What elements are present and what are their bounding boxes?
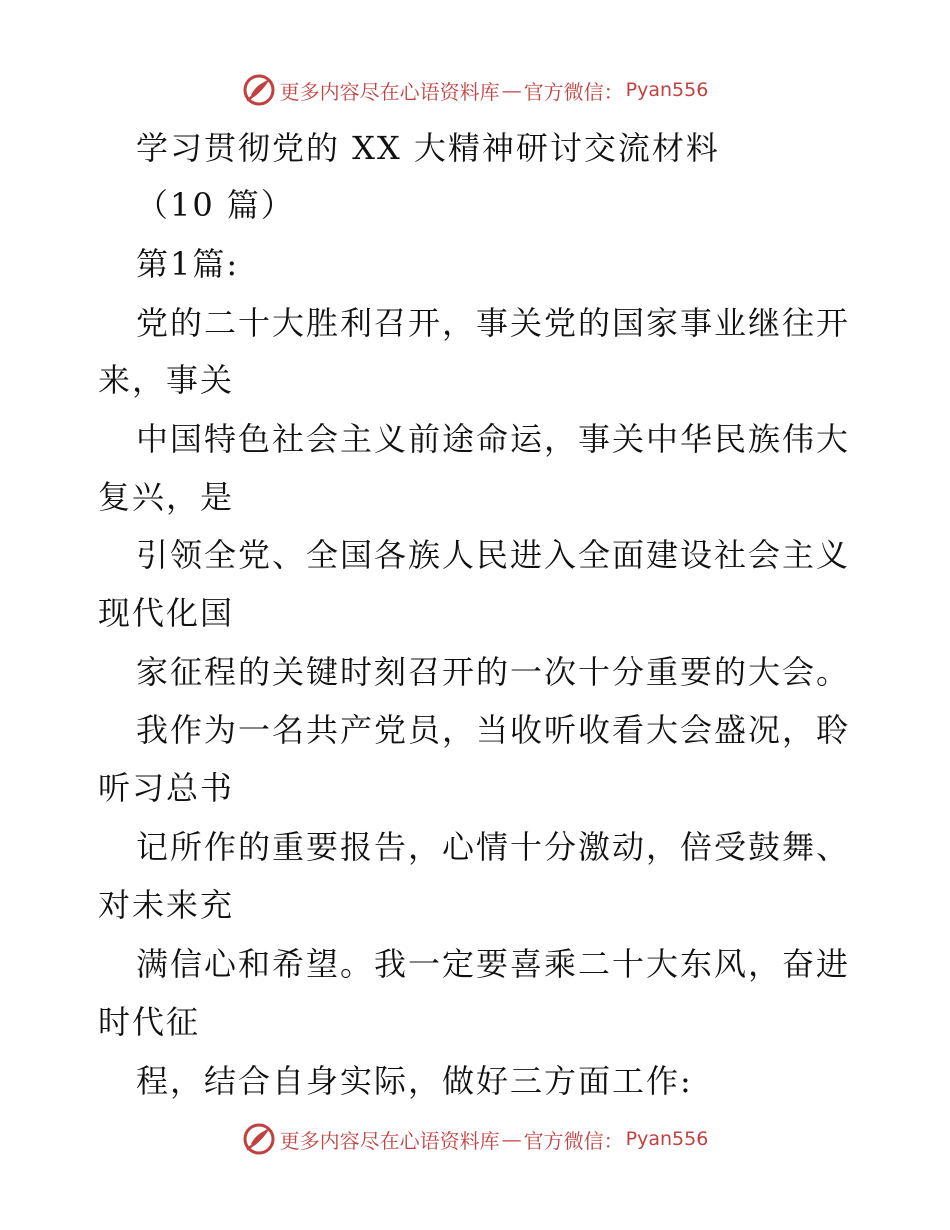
- paragraph-line: 我作为一名共产党员，当收听收看大会盛况，聆: [136, 711, 851, 749]
- paragraph-line: 满信心和希望。我一定要喜乘二十大东风，奋进: [136, 945, 851, 983]
- paragraph-line: 家征程的关键时刻召开的一次十分重要的大会。: [136, 653, 851, 691]
- paragraph-line: 中国特色社会主义前途命运，事关中华民族伟大: [136, 420, 851, 458]
- document-title-line-1: 学习贯彻党的 XX 大精神研讨交流材料: [136, 129, 720, 167]
- watermark-account: Pyan556: [625, 1128, 709, 1150]
- quill-logo-icon: [242, 73, 276, 107]
- watermark-dash: —: [501, 1127, 522, 1151]
- paragraph-line: 党的二十大胜利召开，事关党的国家事业继往开: [136, 304, 851, 342]
- quill-logo-icon: [242, 1122, 276, 1156]
- header-watermark: [0, 70, 950, 110]
- section-heading: 第1篇:: [136, 245, 240, 283]
- watermark-text: 更多内容尽在心语资料库: [279, 1128, 500, 1153]
- document-title-line-2: （10 篇）: [136, 186, 295, 224]
- watermark-dash: —: [501, 78, 522, 102]
- paragraph-line: 引领全党、全国各族人民进入全面建设社会主义: [136, 536, 851, 574]
- watermark-label: 官方微信：: [523, 79, 624, 104]
- paragraph-line: 复兴，是: [98, 478, 235, 516]
- paragraph-line: 记所作的重要报告，心情十分激动，倍受鼓舞、: [136, 828, 851, 866]
- paragraph-line: 时代征: [98, 1003, 201, 1041]
- paragraph-line: 来，事关: [98, 361, 235, 399]
- paragraph-line: 现代化国: [98, 594, 235, 632]
- paragraph-line: 听习总书: [98, 769, 235, 807]
- paragraph-line: 对未来充: [98, 886, 235, 924]
- watermark-label: 官方微信：: [523, 1128, 624, 1153]
- watermark-account: Pyan556: [625, 79, 709, 101]
- watermark-text: 更多内容尽在心语资料库: [279, 79, 500, 104]
- footer-watermark: [0, 1119, 950, 1159]
- paragraph-line: 程，结合自身实际，做好三方面工作:: [136, 1062, 693, 1100]
